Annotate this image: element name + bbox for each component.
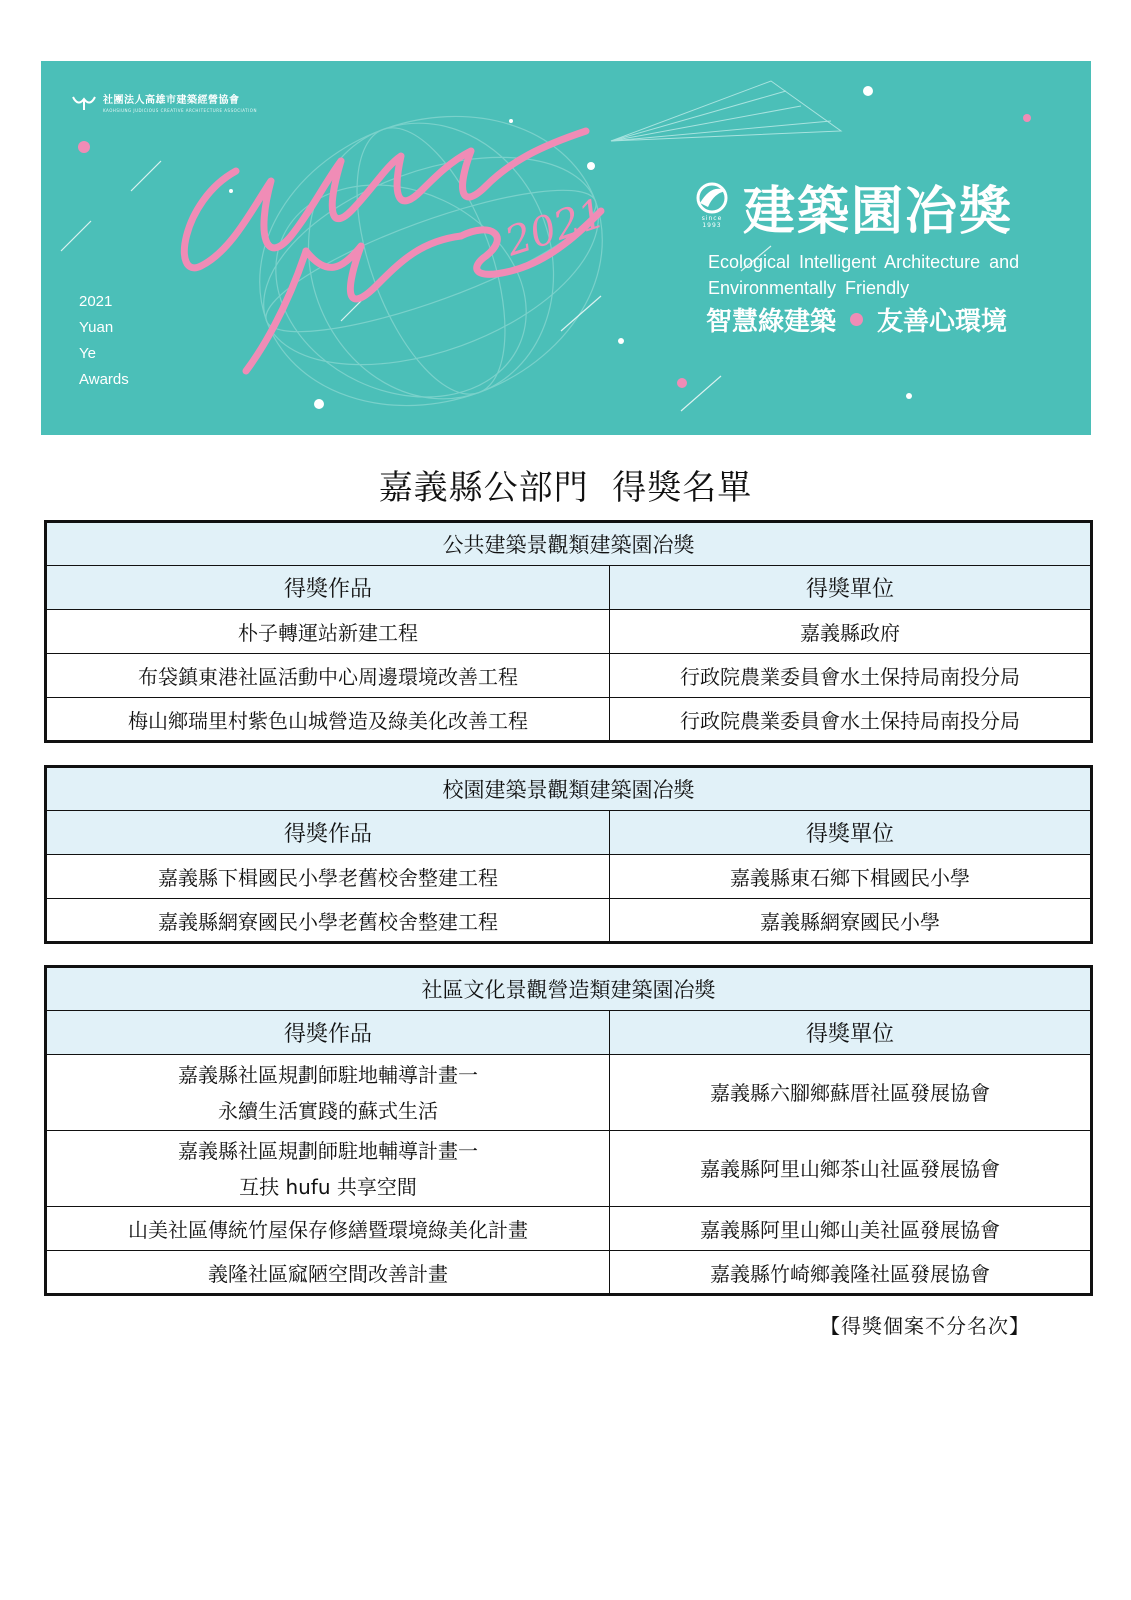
column-header-unit: 得獎單位 (610, 811, 1092, 855)
column-header-work: 得獎作品 (46, 811, 610, 855)
work-cell (46, 1131, 610, 1207)
table-category: 公共建築景觀類建築園冶獎 (46, 522, 1092, 566)
table-row (46, 1207, 1092, 1251)
slogan-left: 智慧綠建築 (706, 307, 837, 337)
column-header-work: 得獎作品 (46, 566, 610, 610)
table-row (46, 1055, 1092, 1131)
association-name: 社團法人高雄市建築經營協會 (103, 95, 240, 106)
association-logo-icon (71, 93, 97, 111)
slogan-right: 友善心環境 (877, 307, 1008, 337)
column-header-unit: 得獎單位 (610, 566, 1092, 610)
english-tagline (708, 249, 1019, 301)
unit-cell: 嘉義縣東石鄉下楫國民小學 (610, 855, 1092, 899)
work-line-1: 嘉義縣社區規劃師駐地輔導計畫一 (178, 1062, 478, 1087)
unit-cell: 行政院農業委員會水土保持局南投分局 (610, 698, 1092, 742)
award-logo (691, 181, 733, 233)
side-line: Yuan (79, 319, 114, 336)
unit-cell: 嘉義縣阿里山鄉茶山社區發展協會 (610, 1131, 1092, 1207)
unit-cell: 行政院農業委員會水土保持局南投分局 (610, 654, 1092, 698)
table-row (46, 855, 1092, 899)
unit-cell: 嘉義縣六腳鄉蘇厝社區發展協會 (610, 1055, 1092, 1131)
script-year: 2021 (499, 190, 611, 266)
ranking-note: 【得獎個案不分名次】 (820, 1314, 1030, 1338)
side-line: Awards (79, 371, 129, 388)
association-english: KAOHSIUNG JUDICIOUS CREATIVE ARCHITECTURE ASSOCIATION (103, 108, 257, 113)
table-category: 社區文化景觀營造類建築園冶獎 (46, 967, 1092, 1011)
unit-cell: 嘉義縣竹崎鄉義隆社區發展協會 (610, 1251, 1092, 1295)
banner-decoration (41, 61, 1091, 435)
column-header-unit: 得獎單位 (610, 1011, 1092, 1055)
work-line-2: 永續生活實踐的蘇式生活 (218, 1098, 438, 1123)
unit-cell: 嘉義縣阿里山鄉山美社區發展協會 (610, 1207, 1092, 1251)
award-title: 建築園冶獎 (743, 182, 1014, 242)
work-cell: 朴子轉運站新建工程 (46, 610, 610, 654)
banner (41, 61, 1091, 435)
table-category: 校園建築景觀類建築園冶獎 (46, 767, 1092, 811)
side-line: 2021 (79, 293, 113, 310)
english-line-2: Environmentally Friendly (708, 278, 910, 298)
work-cell: 梅山鄉瑞里村紫色山城營造及綠美化改善工程 (46, 698, 610, 742)
page-title: 嘉義縣公部門 得獎名單 (378, 468, 753, 508)
unit-cell: 嘉義縣政府 (610, 610, 1092, 654)
award-table-campus (44, 765, 1093, 944)
english-line-1: Ecological Intelligent Architecture and (708, 252, 1020, 272)
work-cell: 義隆社區窳陋空間改善計畫 (46, 1251, 610, 1295)
award-side-text (79, 289, 129, 393)
table-row (46, 899, 1092, 943)
wireframe-globe-icon (219, 70, 644, 435)
unit-cell: 嘉義縣網寮國民小學 (610, 899, 1092, 943)
slogan (706, 301, 1007, 338)
logo-year: 1993 (702, 221, 722, 229)
work-cell: 布袋鎮東港社區活動中心周邊環境改善工程 (46, 654, 610, 698)
award-brand (691, 169, 1013, 244)
swirl-logo-icon (692, 181, 732, 215)
table-row (46, 610, 1092, 654)
work-cell: 山美社區傳統竹屋保存修繕暨環境綠美化計畫 (46, 1207, 610, 1251)
cone-icon (611, 81, 841, 141)
pink-dot-icon (850, 313, 863, 326)
table-row (46, 654, 1092, 698)
side-line: Ye (79, 345, 96, 362)
table-row (46, 1131, 1092, 1207)
logo-since: since (701, 214, 723, 222)
association-mark (71, 91, 257, 113)
award-table-community (44, 965, 1093, 1296)
work-cell: 嘉義縣下楫國民小學老舊校舍整建工程 (46, 855, 610, 899)
table-row (46, 698, 1092, 742)
award-table-public (44, 520, 1093, 743)
work-cell (46, 1055, 610, 1131)
work-line-1: 嘉義縣社區規劃師駐地輔導計畫一 (178, 1138, 478, 1163)
work-cell: 嘉義縣網寮國民小學老舊校舍整建工程 (46, 899, 610, 943)
work-line-2: 互扶 hufu 共享空間 (239, 1174, 417, 1199)
table-row (46, 1251, 1092, 1295)
column-header-work: 得獎作品 (46, 1011, 610, 1055)
